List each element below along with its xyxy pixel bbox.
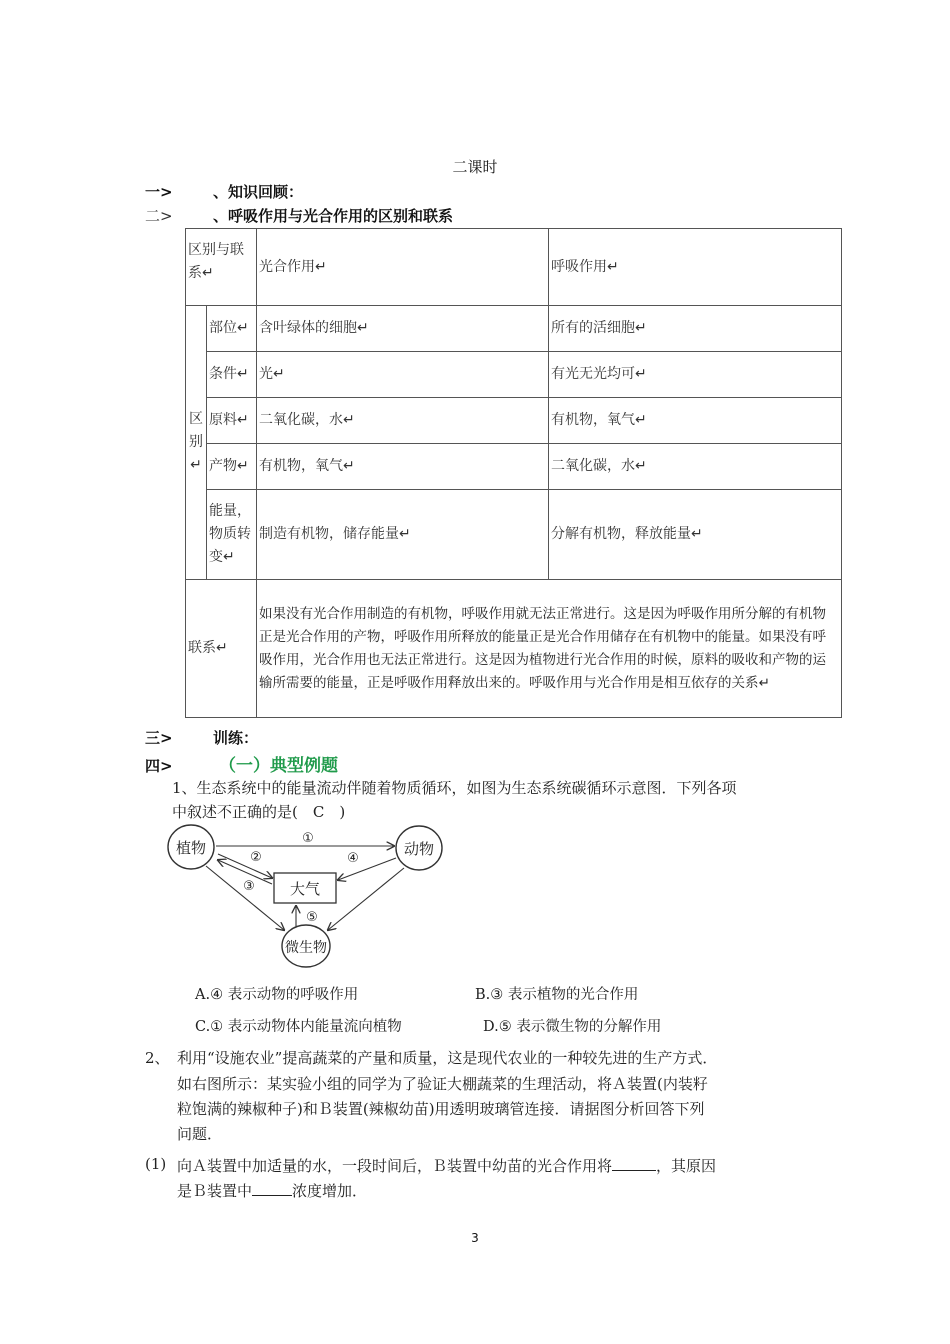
section-3-heading — [145, 727, 258, 748]
lesson-title: 二课时 — [452, 158, 498, 176]
resp-cell: 有机物，氧气↵ — [549, 398, 842, 444]
arrow-animal-microbe — [328, 868, 404, 930]
section-4-number: 四> — [145, 757, 173, 775]
row-label: 条件↵ — [207, 352, 257, 398]
header-corner: 区别与联系↵ — [186, 229, 257, 306]
section-2-number: 二> — [145, 207, 173, 225]
marker-1: ① — [302, 831, 314, 846]
section-2-heading — [145, 205, 453, 226]
row-label: 原料↵ — [207, 398, 257, 444]
relation-row — [186, 580, 842, 718]
comparison-table — [185, 228, 842, 718]
plant-label: 植物 — [175, 839, 207, 857]
photo-cell: 有机物，氧气↵ — [257, 444, 549, 490]
resp-cell: 所有的活细胞↵ — [549, 306, 842, 352]
photo-cell: 制造有机物，储存能量↵ — [257, 490, 549, 580]
photo-cell: 光↵ — [257, 352, 549, 398]
carbon-cycle-diagram — [160, 822, 460, 972]
q2-stem-line2: 如右图所示：某实验小组的同学为了验证大棚蔬菜的生理活动，将Ａ装置(内装籽 — [177, 1075, 708, 1093]
q2-sub1-text-c: 是Ｂ装置中 — [177, 1182, 253, 1200]
section-1-number: 一> — [145, 183, 173, 201]
header-photosynthesis: 光合作用↵ — [257, 229, 549, 306]
table-header-row — [186, 229, 842, 306]
row-label: 能量，物质转变↵ — [207, 490, 257, 580]
table-row — [186, 352, 842, 398]
page-number: 3 — [471, 1231, 479, 1245]
marker-5: ⑤ — [306, 910, 318, 925]
q1-option-a: A.④ 表示动物的呼吸作用 — [195, 987, 359, 1003]
marker-2: ② — [250, 850, 262, 865]
group-label-difference: 区别↵ — [186, 306, 207, 580]
section-3-title: 训练： — [213, 729, 259, 747]
animal-label: 动物 — [403, 840, 435, 858]
q2-sub1-number: (1) — [145, 1155, 167, 1173]
photo-cell: 含叶绿体的细胞↵ — [257, 306, 549, 352]
q1-option-d: D.⑤ 表示微生物的分解作用 — [483, 1019, 662, 1035]
q2-sub1-line1 — [177, 1155, 716, 1176]
arrow-2a — [218, 854, 272, 878]
q1-stem-line1: 1、生态系统中的能量流动伴随着物质循环，如图为生态系统碳循环示意图．下列各项 — [172, 779, 737, 797]
resp-cell: 二氧化碳，水↵ — [549, 444, 842, 490]
relation-text: 如果没有光合作用制造的有机物，呼吸作用就无法正常进行。这是因为呼吸作用所分解的有机物正是光合作用的产物，呼吸作用所释放的能量正是光合作用储存在有机物中的能量。如果没有呼吸作用，光合作用也无法正常进行。这是因为植物进行光合作用的时候，原料的吸收和产物的运输所需要的能量，正是呼吸作用释放出来的。呼吸作用与光合作用是相互依存的关系↵ — [257, 580, 842, 718]
q2-sub1-text-a: 向Ａ装置中加适量的水，一段时间后，Ｂ装置中幼苗的光合作用将 — [177, 1157, 613, 1175]
arrow-3 — [206, 866, 284, 930]
section-2-title: 、呼吸作用与光合作用的区别和联系 — [213, 207, 454, 225]
answer-blank-2[interactable] — [252, 1183, 292, 1196]
q1-option-c: C.① 表示动物体内能量流向植物 — [195, 1019, 402, 1035]
row-label: 部位↵ — [207, 306, 257, 352]
q2-sub1-text-d: 浓度增加． — [292, 1182, 368, 1200]
resp-cell: 分解有机物，释放能量↵ — [549, 490, 842, 580]
relation-label: 联系↵ — [186, 580, 257, 718]
photo-cell: 二氧化碳，水↵ — [257, 398, 549, 444]
table-row — [186, 398, 842, 444]
table-row — [186, 490, 842, 580]
q2-stem-line1: 利用“设施农业”提高蔬菜的产量和质量，这是现代农业的一种较先进的生产方式． — [177, 1049, 718, 1067]
header-respiration: 呼吸作用↵ — [549, 229, 842, 306]
q2-stem-line3: 粒饱满的辣椒种子)和Ｂ装置(辣椒幼苗)用透明玻璃管连接．请据图分析回答下列 — [177, 1100, 705, 1118]
table-row — [186, 306, 842, 352]
answer-blank-1[interactable] — [612, 1158, 656, 1171]
section-3-number: 三> — [145, 729, 173, 747]
q2-sub1-line2 — [177, 1180, 367, 1201]
microbe-label: 微生物 — [285, 940, 327, 956]
section-1-heading — [145, 181, 303, 202]
section-4-heading — [145, 751, 338, 776]
q2-number: 2、 — [145, 1049, 170, 1067]
resp-cell: 有光无光均可↵ — [549, 352, 842, 398]
q2-stem-line4: 问题． — [177, 1125, 223, 1143]
q1-stem-line2: 中叙述不正确的是( C ) — [172, 803, 346, 821]
q1-option-b: B.③ 表示植物的光合作用 — [475, 987, 639, 1003]
air-label: 大气 — [289, 880, 321, 898]
section-1-title: 、知识回顾： — [213, 183, 304, 201]
q2-sub1-text-b: ，其原因 — [656, 1157, 717, 1175]
marker-4: ④ — [347, 851, 359, 866]
section-4-title: （一）典型例题 — [219, 756, 338, 776]
row-label: 产物↵ — [207, 444, 257, 490]
table-row — [186, 444, 842, 490]
marker-3: ③ — [243, 879, 255, 894]
